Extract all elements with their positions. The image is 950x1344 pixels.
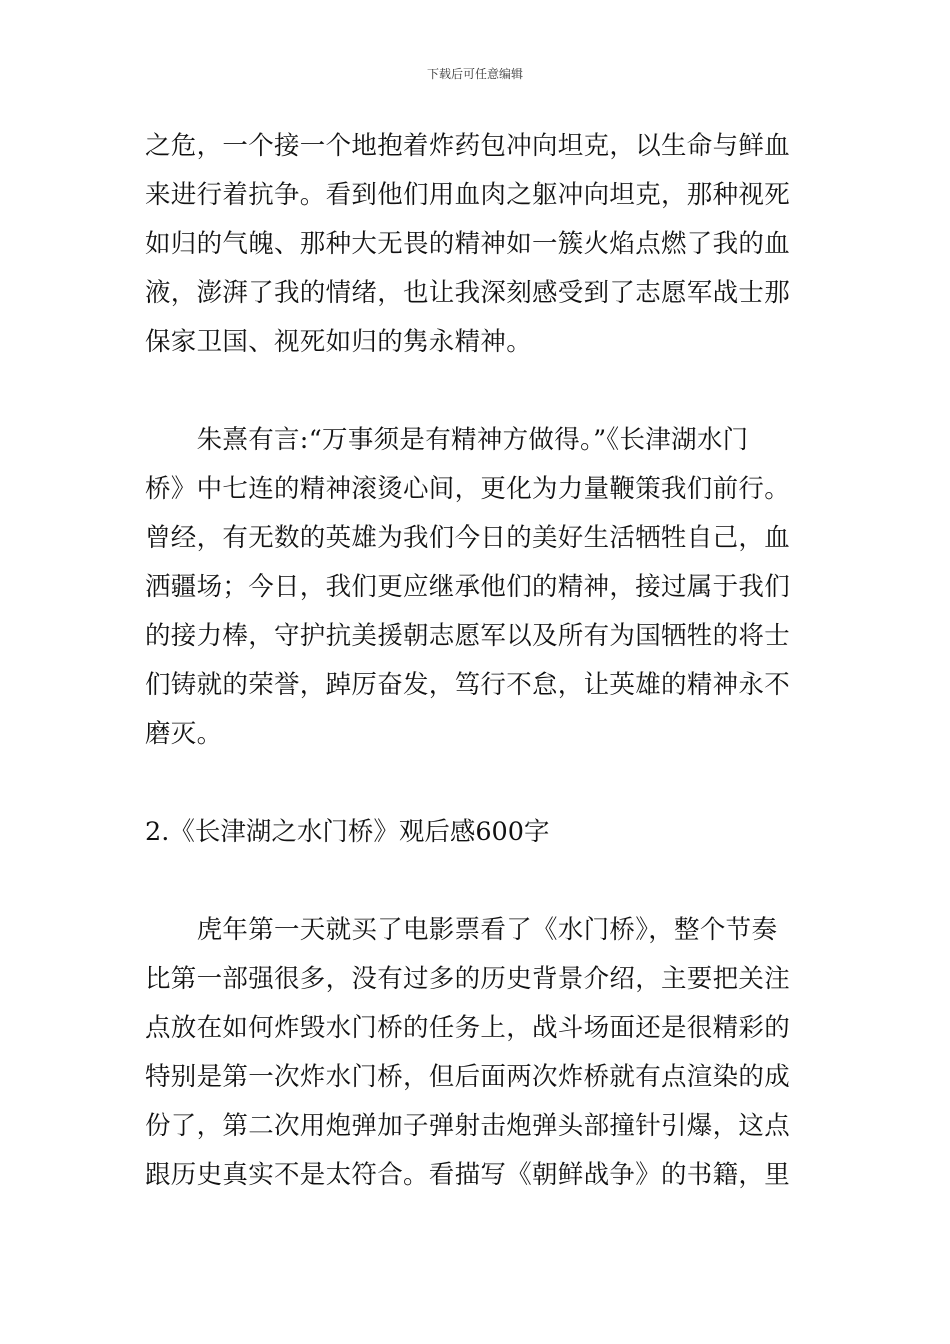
text-line: 保家卫国、视死如归的隽永精神。 [145, 327, 533, 357]
paragraph-spacer [145, 857, 810, 906]
page-header: 下载后可任意编辑 [426, 67, 523, 81]
paragraph-3 [145, 906, 810, 1200]
section-heading [145, 808, 810, 857]
text-line: 比第一部强很多，没有过多的历史背景介绍，主要把关注 [145, 964, 791, 994]
text-line: 来进行着抗争。看到他们用血肉之躯冲向坦克，那种视死 [145, 180, 791, 210]
paragraph-1 [145, 122, 810, 367]
text-line: 跟历史真实不是太符合。看描写《朝鲜战争》的书籍，里 [145, 1160, 791, 1190]
document-body [145, 122, 810, 1200]
text-line: 虎年第一天就买了电影票看了《水门桥》，整个节奏 [145, 915, 778, 945]
text-line: 曾经，有无数的英雄为我们今日的美好生活牺牲自己，血 [145, 523, 791, 553]
text-line: 点放在如何炸毁水门桥的任务上，战斗场面还是很精彩的 [145, 1013, 791, 1043]
text-line: 之危，一个接一个地抱着炸药包冲向坦克，以生命与鲜血 [145, 131, 791, 161]
text-line: 磨灭。 [145, 719, 223, 749]
paragraph-2 [145, 416, 810, 759]
text-line: 们铸就的荣誉，踔厉奋发，笃行不怠，让英雄的精神永不 [145, 670, 791, 700]
text-line: 的接力棒，守护抗美援朝志愿军以及所有为国牺牲的将士 [145, 621, 791, 651]
text-line: 桥》中七连的精神滚烫心间，更化为力量鞭策我们前行。 [145, 474, 791, 504]
text-line: 份了，第二次用炮弹加子弹射击炮弹头部撞针引爆，这点 [145, 1111, 791, 1141]
text-line: 如归的气魄、那种大无畏的精神如一簇火焰点燃了我的血 [145, 229, 791, 259]
heading-line: 2.《长津湖之水门桥》观后感600字 [145, 817, 550, 847]
paragraph-spacer [145, 367, 810, 416]
text-line: 朱熹有言:“万事须是有精神方做得。”《长津湖水门 [145, 425, 749, 455]
text-line: 液，澎湃了我的情绪，也让我深刻感受到了志愿军战士那 [145, 278, 791, 308]
text-line: 洒疆场；今日，我们更应继承他们的精神，接过属于我们 [145, 572, 791, 602]
paragraph-spacer [145, 759, 810, 808]
text-line: 特别是第一次炸水门桥，但后面两次炸桥就有点渲染的成 [145, 1062, 791, 1092]
